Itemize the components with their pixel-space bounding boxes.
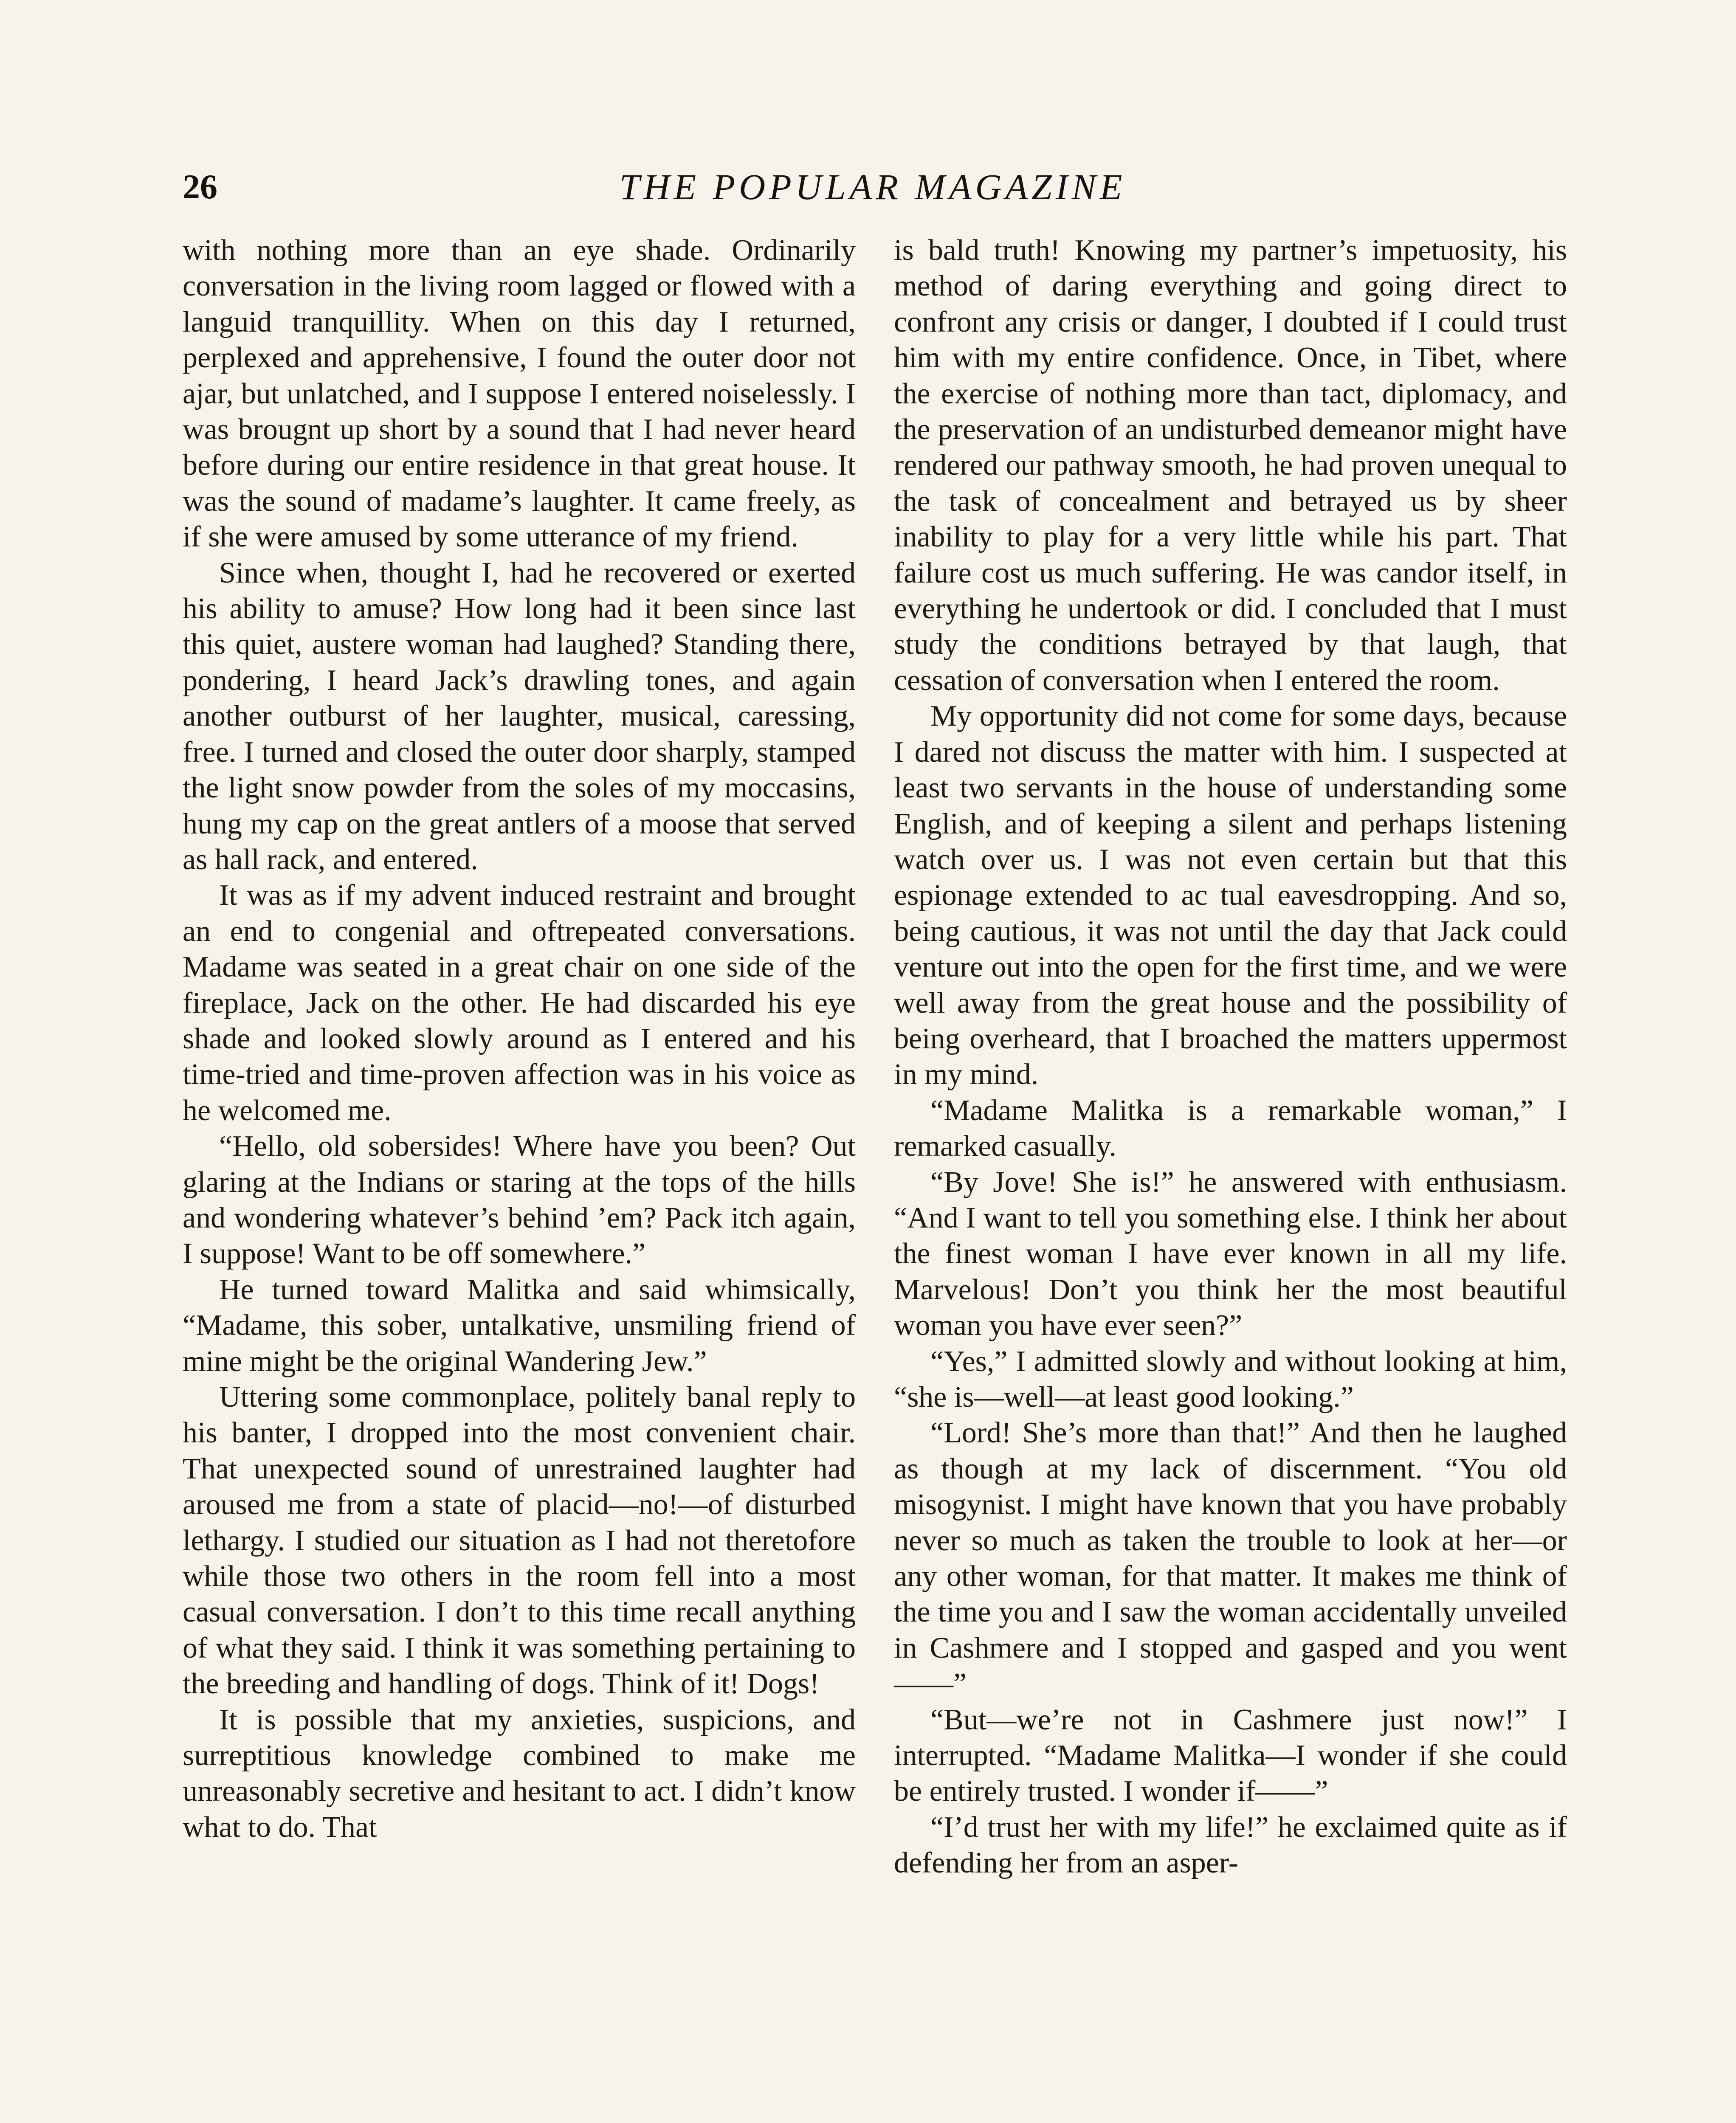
paragraph: “Yes,” I admitted slowly and without looking at him, “she is—well—at least good looking.” bbox=[894, 1345, 1567, 1413]
page-header bbox=[183, 157, 1563, 217]
paragraph: “I’d trust her with my life!” he exclaimed quite as if defending her from an asper- bbox=[894, 1810, 1567, 1880]
paragraph: My opportunity did not come for some days, because I dared not discuss the matter with him. I suspected at least two servants in the house of understanding some English, and of keeping a silent and perhaps listening watch over us. I was not even certain but that this espionage extended to ac tual eavesdropping. And so, being cautious, it was not until the day that Jack could venture out into the open for the first time, and we were well away from the great house and the possibility of being overheard, that I broached the matters uppermost in my mind. bbox=[894, 700, 1567, 1091]
paragraph: Uttering some commonplace, politely banal reply to his banter, I dropped into the most convenient chair. That unexpected sound of unrestrained laughter had aroused me from a state of placid—no!—of disturbed lethargy. I studied our situation as I had not theretofore while those two others in the room fell into a most casual conversation. I don’t to this time recall anything of what they said. I think it was something pertaining to the breeding and handling of dogs. Think of it! Dogs! bbox=[183, 1381, 856, 1701]
paragraph: with nothing more than an eye shade. Ordinarily conversation in the living room lagged or flowed with a languid tranquillity. When on this day I returned, perplexed and apprehensive, I found the outer door not ajar, but unlatched, and I suppose I entered noiselessly. I was brougnt up short by a sound that I had never heard before during our entire residence in that great house. It was the sound of madame’s laughter. It came freely, as if she were amused by some utterance of my friend. bbox=[183, 234, 856, 554]
paragraph: He turned toward Malitka and said whimsically, “Madame, this sober, untalkative, unsmiling friend of mine might be the original Wandering Jew.” bbox=[183, 1273, 856, 1378]
paragraph: is bald truth! Knowing my partner’s impetuosity, his method of daring everything and going direct to confront any crisis or danger, I doubted if I could trust him with my entire confidence. Once, in Tibet, where the exercise of nothing more than tact, diplomacy, and the preservation of an undisturbed demeanor might have rendered our pathway smooth, he had proven unequal to the task of concealment and betrayed us by sheer inability to play for a very little while his part. That failure cost us much suffering. He was candor itself, in everything he undertook or did. I concluded that I must study the conditions betrayed by that laugh, that cessation of conversation when I entered the room. bbox=[894, 234, 1567, 697]
paragraph: “But—we’re not in Cashmere just now!” I interrupted. “Madame Malitka—I wonder if she could be entirely trusted. I wonder if——” bbox=[894, 1703, 1567, 1808]
left-column bbox=[183, 233, 856, 1845]
paragraph: It is possible that my anxieties, suspicions, and surreptitious knowledge combined to make me unreasonably secretive and hesitant to act. I didn’t know what to do. That bbox=[183, 1703, 856, 1844]
page-number: 26 bbox=[183, 167, 217, 206]
paragraph: “Hello, old sobersides! Where have you been? Out glaring at the Indians or staring at the tops of the hills and wondering whatever’s behind ’em? Pack itch again, I suppose! Want to be off somewhere.” bbox=[183, 1130, 856, 1270]
right-column bbox=[894, 233, 1567, 1881]
running-title: THE POPULAR MAGAZINE bbox=[619, 166, 1126, 207]
paragraph: “Madame Malitka is a remarkable woman,” I remarked casually. bbox=[894, 1094, 1567, 1163]
paragraph: “Lord! She’s more than that!” And then he laughed as though at my lack of discernment. “You old misogynist. I might have known that you have probably never so much as taken the trouble to look at her—or any other woman, for that matter. It makes me think of the time you and I saw the woman accidentally unveiled in Cashmere and I stopped and gasped and you went——” bbox=[894, 1416, 1567, 1701]
paragraph: It was as if my advent induced restraint and brought an end to congenial and oftrepeated conversations. Madame was seated in a great chair on one side of the fireplace, Jack on the other. He had discarded his eye shade and looked slowly around as I entered and his time-tried and time-proven affection was in his voice as he welcomed me. bbox=[183, 879, 856, 1127]
paragraph: Since when, thought I, had he recovered or exerted his ability to amuse? How long had it been since last this quiet, austere woman had laughed? Standing there, pondering, I heard Jack’s drawling tones, and again another outburst of her laughter, musical, caressing, free. I turned and closed the outer door sharply, stamped the light snow powder from the soles of my moccasins, hung my cap on the great antlers of a moose that served as hall rack, and entered. bbox=[183, 556, 856, 876]
paragraph: “By Jove! She is!” he answered with enthusiasm. “And I want to tell you something else. I think her about the finest woman I have ever known in all my life. Marvelous! Don’t you think her the most beautiful woman you have ever seen?” bbox=[894, 1166, 1567, 1342]
